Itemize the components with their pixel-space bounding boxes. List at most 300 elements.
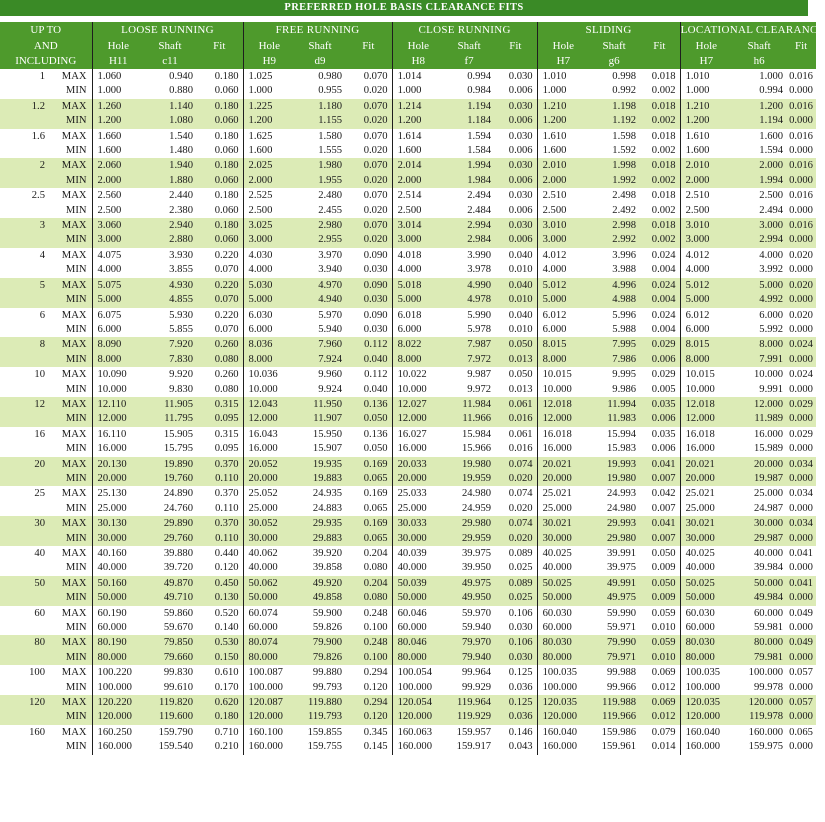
loose-running-shaft-max: 2.440	[169, 190, 194, 202]
sliding-hole-max: 100.035	[537, 665, 589, 680]
free-running-fit-max: 0.169	[345, 516, 392, 531]
close-running-hole-max: 25.033	[392, 486, 444, 501]
sliding-hole-min: 25.000	[537, 502, 589, 516]
sliding-fit-min: 0.004	[639, 293, 680, 307]
sliding-hole-min: 6.000	[537, 323, 589, 337]
sliding-shaft-max: 1.198	[589, 99, 639, 114]
locational-clearance-shaft-max: 4.000	[759, 249, 784, 261]
locational-clearance-shaft-min: 79.981	[732, 651, 786, 665]
loose-running-hole-min: 120.000	[92, 710, 144, 724]
close-running-fit-min: 0.006	[508, 85, 533, 97]
close-running-hole-min: 12.000	[392, 412, 444, 426]
free-running-fit-min: 0.040	[345, 353, 392, 367]
close-running-fit-min: 0.016	[508, 443, 533, 455]
free-running-fit-min: 0.065	[363, 502, 388, 514]
size-value	[0, 681, 48, 695]
size-value: 25	[34, 488, 45, 500]
loose-running-fit-min: 0.080	[214, 383, 239, 395]
close-running-fit-max: 0.146	[508, 726, 533, 738]
loose-running-hole-max: 30.130	[92, 516, 144, 531]
sliding-shaft-max: 79.990	[589, 635, 639, 650]
free-running-shaft-min: 79.826	[295, 651, 345, 665]
loose-running-fit-max: 0.315	[214, 428, 239, 440]
locational-clearance-shaft-max: 2.500	[759, 190, 784, 202]
loose-running-hole-min: 25.000	[92, 502, 144, 516]
free-running-hole-max: 5.030	[243, 278, 295, 293]
table-row	[0, 576, 816, 591]
sliding-shaft-max: 1.598	[612, 130, 637, 142]
locational-clearance-fit-min: 0.000	[786, 412, 816, 426]
close-running-fit-min: 0.020	[494, 532, 537, 546]
locational-clearance-hole-max: 30.021	[680, 516, 732, 531]
sliding-fit-min: 0.006	[639, 353, 680, 367]
loose-running-fit-max: 0.440	[214, 548, 239, 559]
loose-running-hole-max: 16.110	[92, 427, 144, 442]
sliding-hole-max: 10.015	[537, 367, 589, 382]
loose-running-hole-max: 12.110	[92, 397, 144, 412]
size-value	[0, 412, 48, 426]
locational-clearance-shaft-min: 11.989	[732, 412, 786, 426]
sliding-fit-max: 0.029	[639, 337, 680, 352]
close-running-fit-min: 0.010	[508, 323, 533, 335]
close-running-shaft-max: 2.994	[444, 218, 494, 233]
locational-clearance-shaft-max: 100.000	[748, 667, 784, 679]
locational-clearance-shaft-min: 7.991	[732, 353, 786, 367]
locational-clearance-fit-max: 0.024	[786, 337, 816, 352]
locational-clearance-hole-max: 8.015	[680, 337, 732, 352]
sliding-shaft-min: 99.966	[606, 681, 637, 693]
sliding-hole-max: 12.018	[537, 397, 589, 412]
locational-clearance-shaft-min: 2.494	[759, 204, 784, 216]
max-label: MAX	[48, 457, 92, 472]
close-running-shaft-max: 15.984	[461, 428, 492, 440]
close-running-hole-max: 3.014	[392, 218, 444, 233]
sliding-shaft-min: 15.983	[606, 443, 637, 455]
loose-running-shaft-min: 59.670	[163, 622, 194, 634]
locational-clearance-shaft-min: 59.981	[753, 622, 784, 634]
size-value	[0, 263, 48, 277]
close-running-fit-max: 0.125	[494, 695, 537, 710]
loose-running-hole-max: 5.075	[92, 278, 144, 293]
close-running-hole-max: 40.039	[392, 546, 444, 561]
free-running-shaft-max: 7.960	[295, 337, 345, 352]
free-running-hole-min: 80.000	[243, 651, 295, 665]
close-running-hole-min: 100.000	[392, 681, 444, 695]
sliding-shaft-min: 5.988	[612, 323, 637, 335]
loose-running-hole-max: 8.090	[92, 337, 144, 352]
loose-running-shaft-min: 3.855	[169, 264, 194, 276]
table-row	[0, 681, 816, 695]
table-row	[0, 218, 816, 233]
free-running-shaft-min: 1.955	[295, 174, 345, 188]
free-running-shaft-max: 2.480	[318, 190, 343, 202]
sliding-hole-min: 50.000	[537, 591, 589, 605]
size-value: 10	[34, 369, 45, 381]
close-running-shaft-max: 7.987	[444, 337, 494, 352]
free-running-hole-max: 160.100	[243, 725, 295, 740]
locational-clearance-hole-min: 120.000	[680, 710, 732, 724]
close-running-hole-min: 2.500	[392, 204, 444, 218]
close-running-shaft-max: 49.975	[444, 576, 494, 591]
locational-clearance-hole-min: 30.000	[680, 532, 732, 546]
close-running-fit-max: 0.125	[508, 667, 533, 679]
max-label: MAX	[48, 158, 92, 173]
col-header-shaft: Shaft	[144, 39, 196, 54]
sliding-fit-max: 0.018	[651, 190, 676, 202]
close-running-hole-max: 20.033	[392, 457, 444, 472]
locational-clearance-fit-min: 0.000	[789, 85, 813, 97]
sliding-fit-min: 0.006	[639, 412, 680, 426]
locational-clearance-hole-max: 80.030	[680, 635, 732, 650]
min-label: MIN	[48, 651, 92, 665]
min-label: MIN	[48, 591, 92, 605]
loose-running-fit-max: 0.370	[196, 457, 243, 472]
locational-clearance-hole-min: 50.000	[680, 591, 732, 605]
close-running-hole-max: 12.027	[392, 397, 444, 412]
locational-clearance-fit-min: 0.000	[786, 293, 816, 307]
locational-clearance-fit-min: 0.000	[786, 710, 816, 724]
sliding-fit-max: 0.069	[651, 667, 676, 679]
locational-clearance-hole-min: 40.000	[680, 561, 732, 575]
locational-clearance-shaft-min: 119.978	[732, 710, 786, 724]
close-running-fit-max: 0.089	[508, 548, 533, 559]
loose-running-shaft-min: 5.855	[169, 323, 194, 335]
close-running-shaft-min: 5.978	[467, 323, 492, 335]
sliding-fit-max: 0.024	[651, 309, 676, 321]
free-running-shaft-min: 59.826	[312, 622, 343, 634]
locational-clearance-shaft-max: 80.000	[732, 635, 786, 650]
loose-running-fit-min: 0.070	[214, 323, 239, 335]
loose-running-shaft-max: 7.920	[144, 337, 196, 352]
loose-running-hole-min: 16.000	[92, 442, 144, 456]
loose-running-shaft-max: 119.820	[144, 695, 196, 710]
locational-clearance-fit-max: 0.024	[789, 369, 813, 381]
sliding-hole-max: 16.018	[537, 427, 589, 442]
size-header-line2: AND	[0, 39, 92, 54]
close-running-shaft-min: 159.917	[456, 741, 492, 753]
free-running-hole-max: 20.052	[243, 457, 295, 472]
size-value: 1.2	[0, 99, 48, 114]
loose-running-fit-max: 0.180	[196, 99, 243, 114]
free-running-shaft-min: 4.940	[295, 293, 345, 307]
loose-running-shaft-min: 19.760	[144, 472, 196, 486]
locational-clearance-fit-max: 0.041	[789, 548, 813, 559]
loose-running-fit-min: 0.120	[214, 562, 239, 574]
close-running-fit-min: 0.010	[494, 293, 537, 307]
locational-clearance-fit-min: 0.000	[789, 562, 813, 574]
sliding-shaft-max: 4.996	[589, 278, 639, 293]
loose-running-hole-min: 60.000	[92, 621, 144, 635]
free-running-fit-min: 0.120	[345, 710, 392, 724]
min-label: MIN	[48, 472, 92, 486]
free-running-fit-min: 0.030	[363, 323, 388, 335]
free-running-shaft-max: 5.970	[318, 309, 343, 321]
sliding-shaft-min: 29.980	[589, 532, 639, 546]
loose-running-fit-max: 0.180	[214, 71, 239, 82]
close-running-shaft-max: 59.970	[461, 607, 492, 619]
close-running-shaft-min: 19.959	[444, 472, 494, 486]
locational-clearance-shaft-min: 0.994	[759, 85, 784, 97]
sliding-hole-max: 6.012	[537, 308, 589, 323]
locational-clearance-hole-min: 2.500	[680, 204, 732, 218]
close-running-hole-min: 3.000	[392, 233, 444, 247]
min-label: MIN	[65, 741, 87, 753]
max-label: MAX	[61, 309, 87, 321]
locational-clearance-hole-min: 2.000	[680, 174, 732, 188]
free-running-hole-min: 60.000	[243, 621, 295, 635]
table-row	[0, 486, 816, 501]
locational-clearance-hole-max: 2.010	[680, 158, 732, 173]
size-value: 6	[39, 309, 45, 321]
free-running-hole-max: 2.025	[243, 158, 295, 173]
locational-clearance-hole-min: 3.000	[680, 233, 732, 247]
close-running-fit-max: 0.040	[494, 278, 537, 293]
sliding-hole-max: 40.025	[537, 546, 589, 561]
sliding-hole-min: 80.000	[537, 651, 589, 665]
locational-clearance-shaft-max: 1.200	[732, 99, 786, 114]
close-running-fit-min: 0.036	[508, 681, 533, 693]
locational-clearance-hole-max: 20.021	[680, 457, 732, 472]
locational-clearance-fit-min: 0.000	[789, 741, 813, 753]
hole-tolerance-label: H7	[680, 54, 732, 69]
hole-tolerance-label: H9	[243, 54, 295, 69]
sliding-fit-max: 0.035	[651, 428, 676, 440]
loose-running-hole-min: 160.000	[92, 740, 144, 754]
sliding-hole-max: 3.010	[537, 218, 589, 233]
loose-running-shaft-max: 39.880	[163, 548, 194, 559]
free-running-fit-min: 0.100	[363, 622, 388, 634]
loose-running-shaft-min: 49.710	[144, 591, 196, 605]
size-value: 20	[0, 457, 48, 472]
max-label: MAX	[61, 130, 87, 142]
free-running-hole-min: 50.000	[243, 591, 295, 605]
locational-clearance-fit-max: 0.016	[786, 99, 816, 114]
close-running-fit-min: 0.006	[508, 145, 533, 157]
free-running-hole-min: 100.000	[243, 681, 295, 695]
locational-clearance-fit-min: 0.000	[786, 174, 816, 188]
table-row	[0, 174, 816, 188]
max-label: MAX	[48, 99, 92, 114]
max-label: MAX	[61, 667, 87, 679]
max-label: MAX	[48, 278, 92, 293]
loose-running-hole-min: 50.000	[92, 591, 144, 605]
sliding-fit-min: 0.002	[639, 114, 680, 128]
free-running-hole-min: 8.000	[243, 353, 295, 367]
free-running-shaft-max: 24.935	[312, 488, 343, 500]
free-running-fit-min: 0.030	[345, 293, 392, 307]
free-running-fit-min: 0.020	[363, 204, 388, 216]
free-running-shaft-min: 39.858	[312, 562, 343, 574]
free-running-fit-max: 0.248	[363, 607, 388, 619]
sliding-fit-max: 0.050	[651, 548, 676, 559]
loose-running-shaft-max: 3.930	[169, 249, 194, 261]
free-running-shaft-min: 15.907	[312, 443, 343, 455]
locational-clearance-hole-min: 20.000	[680, 472, 732, 486]
close-running-hole-max: 2.014	[392, 158, 444, 173]
loose-running-hole-min: 1.000	[92, 84, 144, 98]
loose-running-fit-min: 0.060	[214, 85, 239, 97]
sliding-fit-min: 0.002	[651, 204, 676, 216]
loose-running-shaft-max: 2.940	[144, 218, 196, 233]
sliding-shaft-min: 2.492	[612, 204, 637, 216]
close-running-hole-max: 1.214	[392, 99, 444, 114]
min-label: MIN	[65, 443, 87, 455]
locational-clearance-hole-min: 100.000	[680, 681, 732, 695]
loose-running-shaft-max: 79.850	[144, 635, 196, 650]
table-row	[0, 442, 816, 456]
table-row	[0, 472, 816, 486]
free-running-shaft-max: 9.960	[318, 369, 343, 381]
group-header-free-running: FREE RUNNING	[243, 22, 392, 39]
loose-running-fit-max: 0.610	[214, 667, 239, 679]
close-running-fit-max: 0.061	[494, 397, 537, 412]
free-running-fit-max: 0.090	[345, 278, 392, 293]
close-running-fit-min: 0.006	[494, 114, 537, 128]
free-running-fit-max: 0.204	[363, 548, 388, 559]
sliding-hole-max: 1.210	[537, 99, 589, 114]
table-row	[0, 233, 816, 247]
free-running-shaft-min: 99.793	[312, 681, 343, 693]
max-label: MAX	[48, 635, 92, 650]
table-row	[0, 412, 816, 426]
loose-running-fit-min: 0.210	[214, 741, 239, 753]
sliding-shaft-max: 49.991	[589, 576, 639, 591]
locational-clearance-hole-max: 12.018	[680, 397, 732, 412]
close-running-shaft-max: 159.957	[456, 726, 492, 738]
loose-running-hole-max: 100.220	[92, 665, 144, 680]
sliding-shaft-min: 9.986	[612, 383, 637, 395]
loose-running-hole-min: 6.000	[92, 323, 144, 337]
free-running-hole-min: 2.500	[243, 204, 295, 218]
free-running-shaft-min: 7.924	[295, 353, 345, 367]
max-label: MAX	[61, 607, 87, 619]
sliding-shaft-max: 7.995	[589, 337, 639, 352]
locational-clearance-fit-max: 0.034	[786, 457, 816, 472]
sliding-shaft-min: 11.983	[589, 412, 639, 426]
sliding-hole-max: 60.030	[537, 606, 589, 621]
locational-clearance-shaft-max: 60.000	[753, 607, 784, 619]
min-label: MIN	[65, 622, 87, 634]
close-running-hole-max: 16.027	[392, 427, 444, 442]
loose-running-shaft-min: 9.830	[169, 383, 194, 395]
loose-running-fit-min: 0.110	[215, 502, 239, 514]
sliding-fit-min: 0.002	[639, 174, 680, 188]
free-running-fit-min: 0.065	[345, 472, 392, 486]
free-running-shaft-max: 29.935	[295, 516, 345, 531]
close-running-fit-min: 0.006	[508, 204, 533, 216]
table-row	[0, 188, 816, 203]
locational-clearance-hole-min: 160.000	[680, 740, 732, 754]
sliding-fit-min: 0.006	[651, 443, 676, 455]
table-row	[0, 99, 816, 114]
close-running-shaft-max: 1.594	[467, 130, 492, 142]
sliding-fit-max: 0.042	[651, 488, 676, 500]
locational-clearance-hole-min: 4.000	[680, 263, 732, 277]
table-row	[0, 158, 816, 173]
max-label: MAX	[61, 71, 87, 82]
locational-clearance-hole-min: 1.000	[680, 84, 732, 98]
size-value	[0, 383, 48, 397]
sliding-fit-min: 0.002	[651, 85, 676, 97]
locational-clearance-shaft-min: 3.992	[759, 264, 784, 276]
sliding-shaft-min: 4.988	[589, 293, 639, 307]
free-running-hole-max: 120.087	[243, 695, 295, 710]
close-running-hole-max: 8.022	[392, 337, 444, 352]
free-running-fit-min: 0.020	[363, 145, 388, 157]
close-running-hole-min: 80.000	[392, 651, 444, 665]
max-label: MAX	[48, 397, 92, 412]
sliding-shaft-max: 19.993	[589, 457, 639, 472]
locational-clearance-fit-min: 0.000	[789, 204, 813, 216]
sliding-shaft-min: 39.975	[606, 562, 637, 574]
group-header-sliding: SLIDING	[537, 22, 680, 39]
locational-clearance-hole-max: 16.018	[680, 427, 732, 442]
locational-clearance-fit-max: 0.034	[789, 488, 813, 500]
size-value: 80	[0, 635, 48, 650]
max-label: MAX	[61, 249, 87, 261]
locational-clearance-shaft-max: 2.000	[732, 158, 786, 173]
loose-running-fit-min: 0.150	[196, 651, 243, 665]
sliding-shaft-min: 1.592	[612, 145, 637, 157]
locational-clearance-hole-max: 50.025	[680, 576, 732, 591]
table-row	[0, 397, 816, 412]
loose-running-shaft-max: 15.905	[163, 428, 194, 440]
close-running-hole-max: 50.039	[392, 576, 444, 591]
close-running-fit-max: 0.030	[508, 130, 533, 142]
size-value: 5	[0, 278, 48, 293]
locational-clearance-shaft-min: 1.994	[732, 174, 786, 188]
locational-clearance-shaft-max: 12.000	[732, 397, 786, 412]
loose-running-fit-max: 0.180	[196, 218, 243, 233]
free-running-shaft-max: 4.970	[295, 278, 345, 293]
size-value	[0, 472, 48, 486]
min-label: MIN	[48, 353, 92, 367]
close-running-fit-max: 0.106	[494, 635, 537, 650]
loose-running-hole-min: 40.000	[92, 561, 144, 575]
sliding-shaft-min: 7.986	[589, 353, 639, 367]
min-label: MIN	[65, 383, 87, 395]
sliding-fit-max: 0.024	[651, 249, 676, 261]
size-value	[0, 561, 48, 575]
loose-running-shaft-min: 29.760	[144, 532, 196, 546]
loose-running-hole-max: 50.160	[92, 576, 144, 591]
loose-running-shaft-min: 4.855	[144, 293, 196, 307]
close-running-hole-min: 4.000	[392, 263, 444, 277]
size-value	[0, 502, 48, 516]
close-running-shaft-max: 2.494	[467, 190, 492, 202]
close-running-fit-max: 0.030	[508, 71, 533, 82]
free-running-fit-min: 0.145	[363, 741, 388, 753]
size-header-line3: INCLUDING	[0, 54, 92, 69]
locational-clearance-fit-max: 0.034	[786, 516, 816, 531]
locational-clearance-shaft-max: 10.000	[753, 369, 784, 381]
size-value: 60	[34, 607, 45, 619]
sliding-hole-max: 1.010	[537, 69, 589, 84]
sliding-shaft-max: 1.998	[589, 158, 639, 173]
loose-running-fit-min: 0.130	[196, 591, 243, 605]
locational-clearance-shaft-min: 49.984	[732, 591, 786, 605]
locational-clearance-shaft-min: 2.994	[732, 233, 786, 247]
close-running-fit-max: 0.050	[494, 337, 537, 352]
free-running-hole-max: 12.043	[243, 397, 295, 412]
table-row	[0, 323, 816, 337]
locational-clearance-fit-min: 0.000	[789, 383, 813, 395]
table-row	[0, 710, 816, 724]
sliding-hole-max: 5.012	[537, 278, 589, 293]
sliding-shaft-max: 159.986	[601, 726, 637, 738]
locational-clearance-shaft-max: 50.000	[732, 576, 786, 591]
min-label: MIN	[65, 562, 87, 574]
